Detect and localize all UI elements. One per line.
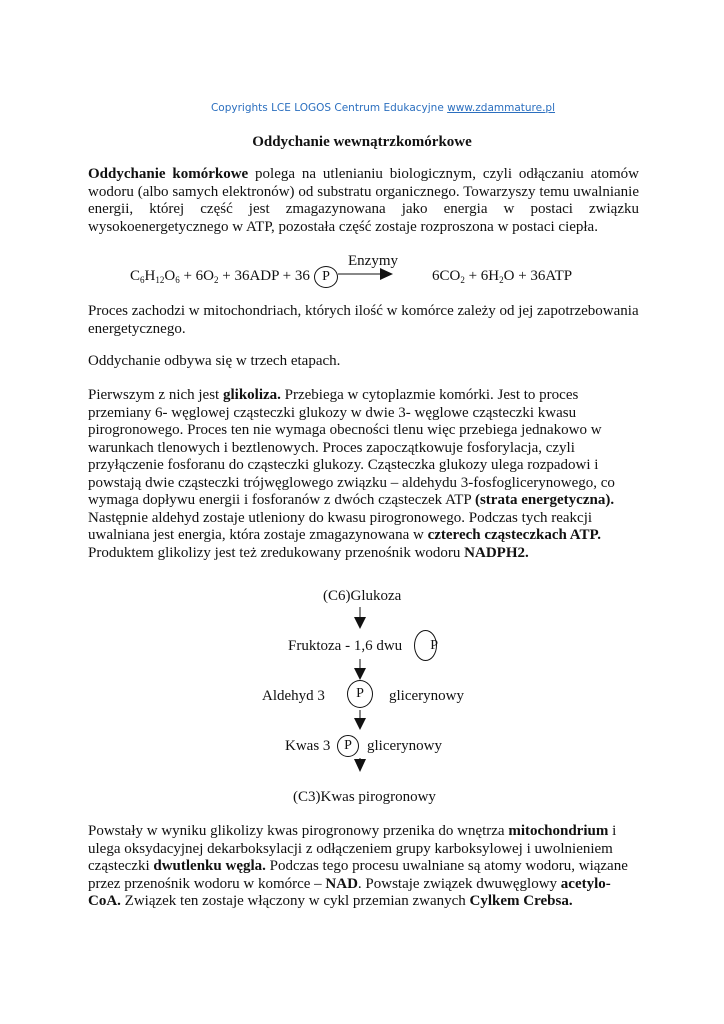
copyright-text: Copyrights LCE LOGOS Centrum Edukacyjne <box>210 102 448 114</box>
equation-left-side: $C_6H_{12}O_6 + 6O_2 + 36ADP + 36$ <box>130 268 310 285</box>
intro-bold-term: Oddychanie komórkowe <box>88 166 249 182</box>
equation-right-side: $6CO_2 + 6H_2O + 36ATP$ <box>432 268 573 285</box>
diagram-step-fructose: Fruktoza - 1,6 dwu <box>288 638 403 654</box>
phosphate-circle-aldehyde: P <box>347 680 373 708</box>
phosphate-circle-acid: P <box>337 735 359 757</box>
down-arrow-2 <box>354 659 366 680</box>
equation-arrow <box>338 268 393 280</box>
diagram-step-aldehyde: Aldehyd 3 <box>262 688 325 704</box>
mitochondria-paragraph: Proces zachodzi w mitochondriach, których ilość w komórce zależy od jej zapotrzebowania energetycznego. <box>88 303 639 337</box>
diagram-step-acid: Kwas 3 <box>285 738 331 754</box>
glycolysis-paragraph: Pierwszym z nich jest glikoliza. Przebiega w cytoplazmie komórki. Jest to proces przemiany 6- węglowej cząsteczki glukozy w dwie 3- węglowe cząsteczki kwasu pirogronowego. Proces ten nie wymaga obecności tlenu więc przebiega jednakowo w warunkach tlenowych i beztlenowych. Proces zapoczątkowuje fosforylacja, czyli przyłączenie fosforanu do cząsteczki glukozy. Cząsteczka glukozy ulega rozpadowi i powstają dwie cząsteczki trójwęglowego związku – aldehydu 3-fosfoglicerynowego, co wymaga dopływu energii i fosforanów z dwóch cząsteczek ATP (strata energetyczna). Następnie aldehyd zostaje utleniony do kwasu pirogronowego. Podczas tych reakcji uwalniana jest energia, która zostaje zmagazynowana w czterech cząsteczkach ATP. Produktem glikolizy jest też zredukowany przenośnik wodoru NADPH2. <box>88 387 615 561</box>
page-title: Oddychanie wewnątrzkomórkowe <box>252 134 472 150</box>
diagram-step-aldehyde-suffix: glicerynowy <box>389 688 464 704</box>
down-arrow-4 <box>354 758 366 772</box>
down-arrow-3 <box>354 710 366 730</box>
stages-paragraph: Oddychanie odbywa się w trzech etapach. <box>88 353 341 369</box>
enzymes-label: Enzymy <box>348 253 398 269</box>
phosphate-circle-fructose: P <box>414 630 437 661</box>
krebs-paragraph: Powstały w wyniku glikolizy kwas pirogronowy przenika do wnętrza mitochondrium i ulega oksydacyjnej dekarboksylacji z odłączeniem grupy karboksylowej i uwolnieniem cząsteczki dwutlenku węgla. Podczas tego procesu uwalniane są atomy wodoru, wiązane przez przenośnik wodoru w komórce – NAD. Powstaje związek dwuwęglowy acetylo-CoA. Związek ten zostaje włączony w cykl przemian zwanych Cylkem Crebsa. <box>88 823 628 909</box>
phosphate-circle-equation: P <box>314 266 338 288</box>
glycolysis-term: glikoliza. <box>222 387 281 403</box>
diagram-step-pyruvate: (C3)Kwas pirogronowy <box>293 789 436 805</box>
diagram-step-glucose: (C6)Glukoza <box>323 588 402 604</box>
diagram-step-acid-suffix: glicerynowy <box>367 738 442 754</box>
site-link[interactable]: www.zdammature.pl <box>447 102 556 114</box>
down-arrow-1 <box>354 607 366 629</box>
intro-text: polega na utlenianiu biologicznym, czyli odłączaniu atomów wodoru (albo samych elektronów) od substratu organicznego. Towarzyszy temu uwalnianie energii, której część jest zmagazynowana jako energia w postaci związku wysokoenergetycznego w ATP, pozostała część zostaje rozproszona w postaci ciepła. <box>88 166 639 235</box>
